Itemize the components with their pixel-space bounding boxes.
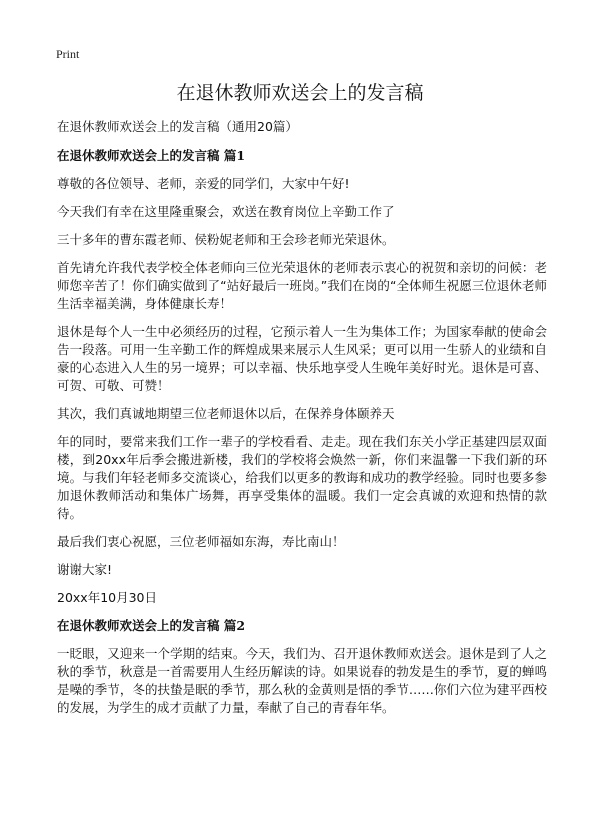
paragraph: 首先请允许我代表学校全体老师向三位光荣退休的老师表示衷心的祝贺和亲切的问候：老师您辛苦了！你们确实做到了“站好最后一班岗。”我们在岗的“全体师生祝愿三位退休老师生活幸福美满，身体健康长寿！ — [57, 260, 547, 311]
document-content — [57, 118, 547, 727]
date-line: 20xx年10月30日 — [57, 590, 158, 605]
intro-line: 在退休教师欢送会上的发言稿（通用20篇） — [57, 119, 298, 134]
page-title: 在退休教师欢送会上的发言稿 — [176, 82, 424, 104]
paragraph: 今天我们有幸在这里隆重聚会，欢送在教育岗位上辛勤工作了 — [57, 204, 395, 219]
paragraph: 一眨眼，又迎来一个学期的结束。今天，我们为、召开退休教师欢送会。退休是到了人之秋的季节，秋意是一首需要用人生经历解读的诗。如果说春的勃发是生的季节，夏的蝉鸣是噪的季节，冬的扶蛰是眠的季节，那么秋的金黄则是悟的季节……你们六位为建平西校的发展，为学生的成才贡献了力量，奉献了自己的青春年华。 — [57, 646, 547, 715]
paragraph: 其次，我们真诚地期望三位老师退休以后，在保养身体颐养天 — [57, 406, 395, 421]
paragraph: 三十多年的曹东霞老师、侯粉妮老师和王会珍老师光荣退休。 — [57, 232, 395, 247]
print-label: Print — [56, 47, 80, 61]
section-heading: 在退休教师欢送会上的发言稿 篇1 — [57, 148, 246, 163]
paragraph: 尊敬的各位领导、老师，亲爱的同学们，大家中午好! — [57, 176, 350, 191]
section-heading: 在退休教师欢送会上的发言稿 篇2 — [57, 618, 246, 633]
paragraph: 谢谢大家! — [57, 562, 113, 577]
paragraph: 最后我们衷心祝愿，三位老师福如东海，寿比南山！ — [57, 534, 345, 549]
paragraph: 退休是每个人一生中必须经历的过程，它预示着人一生为集体工作；为国家奉献的使命会告一段落。可用一生辛勤工作的辉煌成果来展示人生风采；更可以用一生骄人的业绩和自豪的心态进入人生的另一境界；可以幸福、快乐地享受人生晚年美好时光。退休是可喜、可贺、可敬、可赞！ — [57, 324, 547, 393]
paragraph: 年的同时，要常来我们工作一辈子的学校看看、走走。现在我们东关小学正基建四层双面楼，到20xx年后季会搬进新楼，我们的学校将会焕然一新，你们来温馨一下我们新的环境。与我们年轻老师多交流谈心，给我们以更多的教诲和成功的教学经验。同时也要多参加退休教师活动和集体广场舞，再享受集体的温暖。我们一定会真诚的欢迎和热情的款待。 — [57, 434, 547, 521]
